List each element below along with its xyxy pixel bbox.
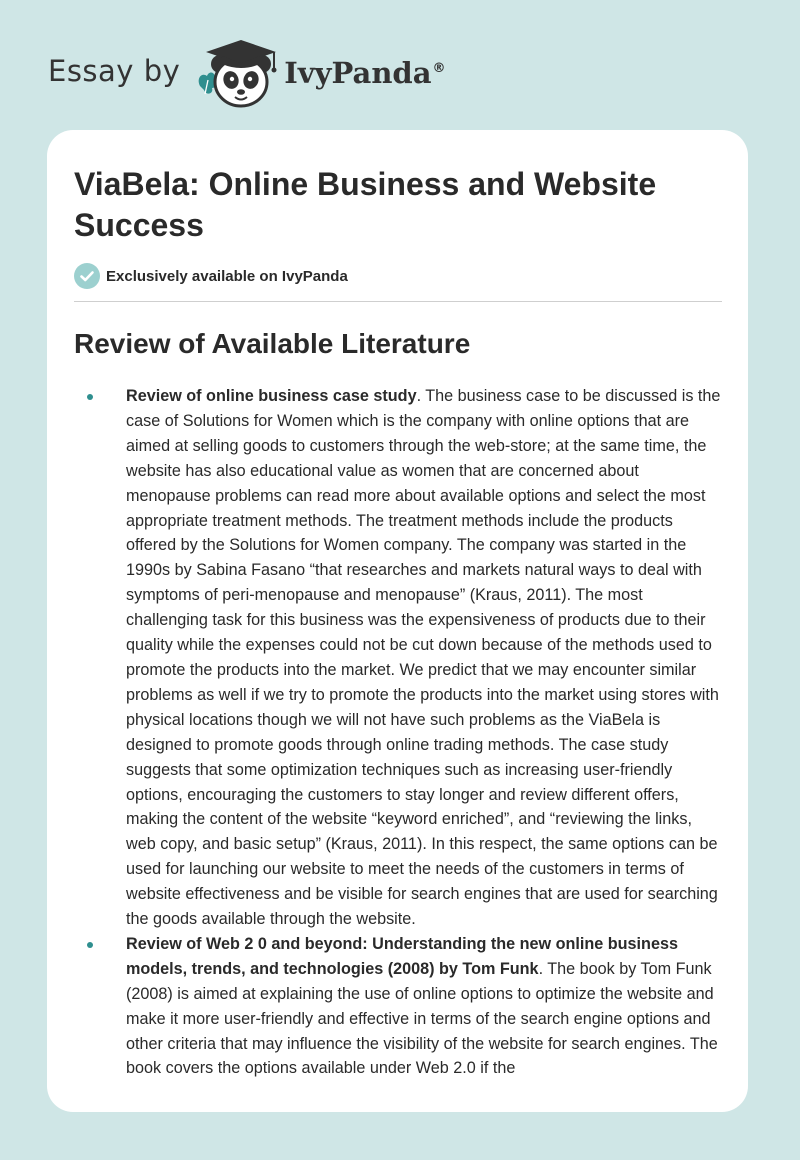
list-item: [74, 932, 722, 1081]
list-item-text: . The book by Tom Funk (2008) is aimed at explaining the use of online options to optimize the website and make it more user-friendly and effective in terms of the search engine options and other criteria that may influence the visibility of the website for search engines. The book covers the options available under Web 2.0 if the: [126, 959, 718, 1078]
bullet-dot: [87, 394, 93, 400]
page-title: ViaBela: Online Business and Website Success: [74, 166, 657, 243]
brand-prefix: Essay by: [48, 54, 181, 88]
registered-mark: ®: [432, 61, 446, 77]
list-item-text: . The business case to be discussed is the case of Solutions for Women which is the company with online options that are aimed at selling goods to customers through the web-store; at the same time, the website has also educational value as women that are concerned about menopause problems can read more about available options and select the most appropriate treatment methods. The treatment methods include the products offered by the Solutions for Women company. The company was started in the 1990s by Sabina Fasano “that researches and markets natural ways to deal with symptoms of peri-menopause and menopause” (Kraus, 2011). The most challenging task for this business was the expensiveness of products due to their quality while the expenses could not be cut down because of the methods used to promote the products into the market. We predict that we may encounter similar problems as well if we try to promote the products into the market using stores with physical locations though we will not have such problems as the ViaBela is designed to promote goods through online trading methods. The case study suggests that some optimization techniques such as increasing user-friendly options, encouraging the customers to stay longer and review different offers, making the content of the website “keyword enriched”, and “reviewing the links, web copy, and basic setup” (Kraus, 2011). In this respect, the same options can be used for launching our website to meet the needs of the customers in terms of website effectiveness and be visible for search engines that are used for searching the goods available through the website.: [126, 387, 721, 929]
panda-graduate-icon[interactable]: [194, 34, 282, 114]
bullet-dot: [87, 942, 93, 948]
list-item-lead: Review of online business case study: [126, 387, 417, 405]
check-circle-icon: [74, 263, 100, 289]
brand-name-text[interactable]: IvyPanda: [284, 56, 432, 90]
literature-list: [74, 384, 722, 1081]
list-item-lead: Review of Web 2 0 and beyond: Understanding the new online business models, trends, and technologies (2008) by Tom Funk: [126, 934, 678, 978]
exclusive-badge-text: Exclusively available on IvyPanda: [106, 267, 348, 285]
site-header: [48, 34, 446, 114]
brand-name[interactable]: [284, 56, 445, 90]
essay-card: [47, 130, 748, 1112]
section-heading: Review of Available Literature: [74, 328, 471, 359]
exclusive-badge: [74, 263, 722, 289]
list-item: [74, 384, 722, 932]
title-divider: [74, 301, 722, 302]
